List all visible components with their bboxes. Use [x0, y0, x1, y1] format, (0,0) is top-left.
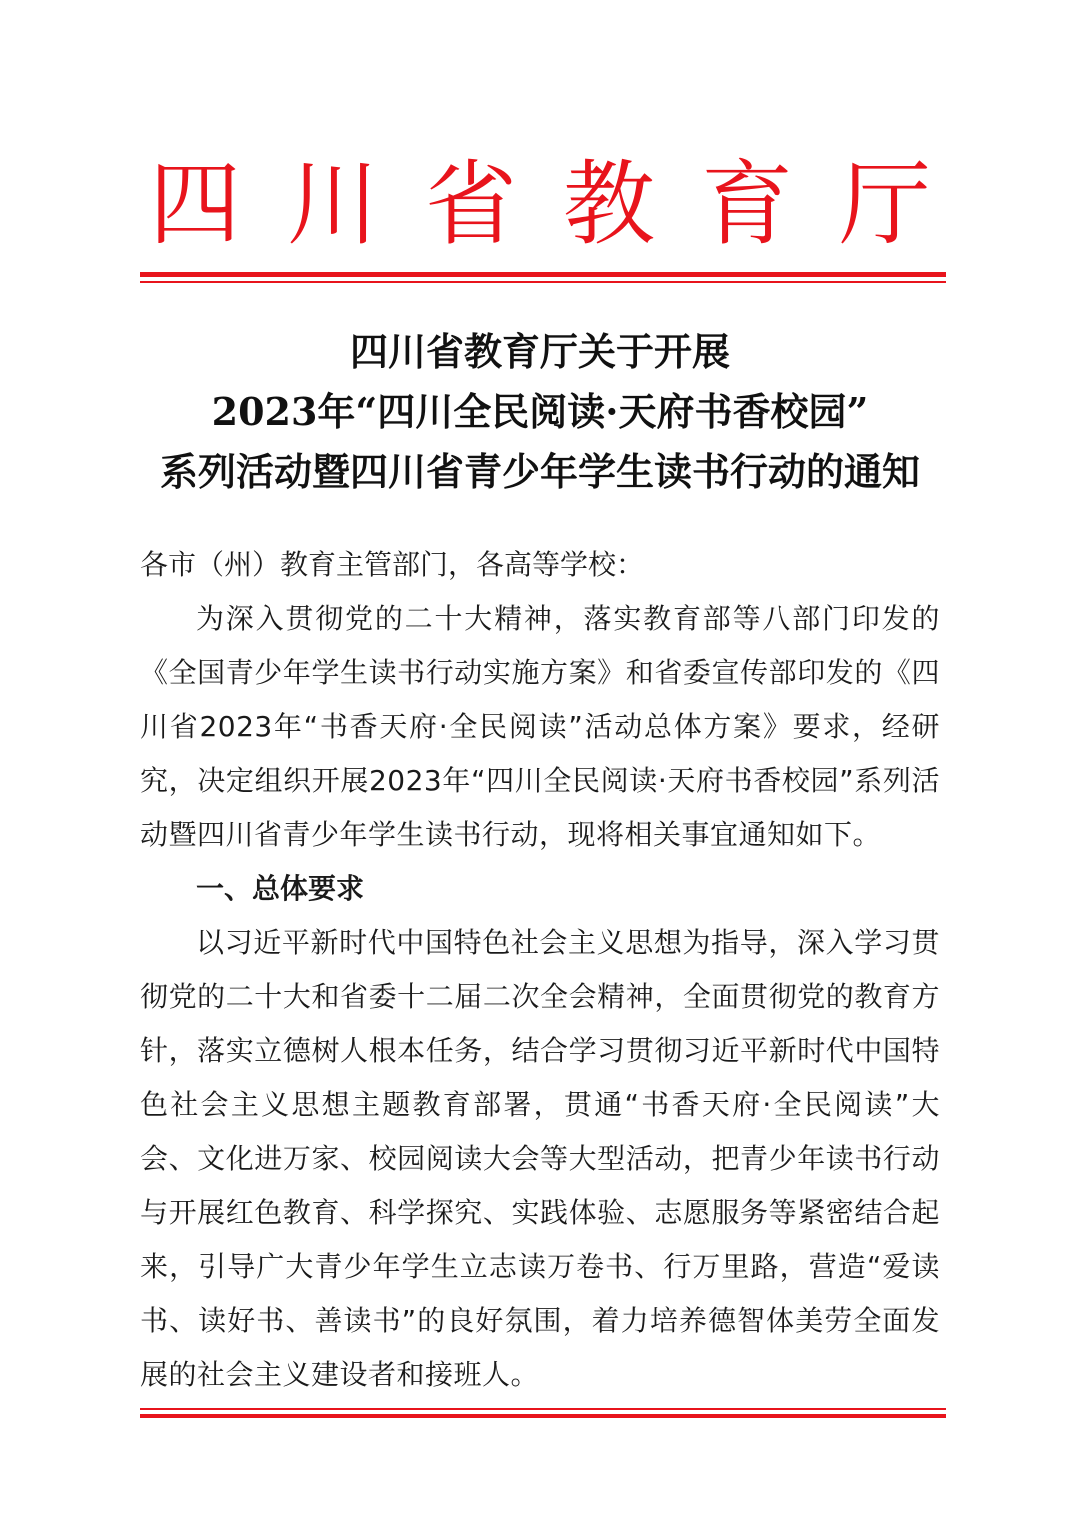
section-heading: 一、总体要求: [196, 872, 365, 905]
masthead-char: 育: [700, 151, 793, 258]
paragraph-intro: 为深入贯彻党的二十大精神，落实教育部等八部门印发的《全国青少年学生读书行动实施方案》和省委宣传部印发的《四川省2023年“书香天府·全民阅读”活动总体方案》要求，经研究，决定组织开展2023年“四川全民阅读·天府书香校园”系列活动暨四川省青少年学生读书行动，现将相关事宜通知如下。: [140, 602, 940, 851]
masthead-char: 厅: [838, 151, 931, 258]
red-rule-top-thick: [140, 272, 946, 277]
paragraph-general-requirements: 以习近平新时代中国特色社会主义思想为指导，深入学习贯彻党的二十大和省委十二届二次全会精神，全面贯彻党的教育方针，落实立德树人根本任务，结合学习贯彻习近平新时代中国特色社会主义思想主题教育部署，贯通“书香天府·全民阅读”大会、文化进万家、校园阅读大会等大型活动，把青少年读书行动与开展红色教育、科学探究、实践体验、志愿服务等紧密结合起来，引导广大青少年学生立志读万卷书、行万里路，营造“爱读书、读好书、善读书”的良好氛围，着力培养德智体美劳全面发展的社会主义建设者和接班人。: [140, 926, 940, 1391]
red-rule-top-thin: [140, 281, 946, 283]
masthead-char: 四: [148, 151, 241, 258]
red-rule-bottom-thin: [140, 1408, 946, 1410]
masthead: [140, 150, 940, 260]
masthead-char: 川: [286, 151, 379, 258]
masthead-char: 教: [562, 151, 655, 258]
title-line-3: 系列活动暨四川省青少年学生读书行动的通知: [159, 449, 920, 494]
salutation: 各市（州）教育主管部门，各高等学校：: [140, 548, 645, 581]
masthead-char: 省: [424, 151, 517, 258]
notice-title: [100, 322, 980, 502]
title-line-2: 2023年“四川全民阅读·天府书香校园”: [211, 389, 869, 434]
notice-body: [140, 538, 940, 1402]
red-rule-bottom-thick: [140, 1414, 946, 1418]
title-line-1: 四川省教育厅关于开展: [349, 329, 730, 374]
